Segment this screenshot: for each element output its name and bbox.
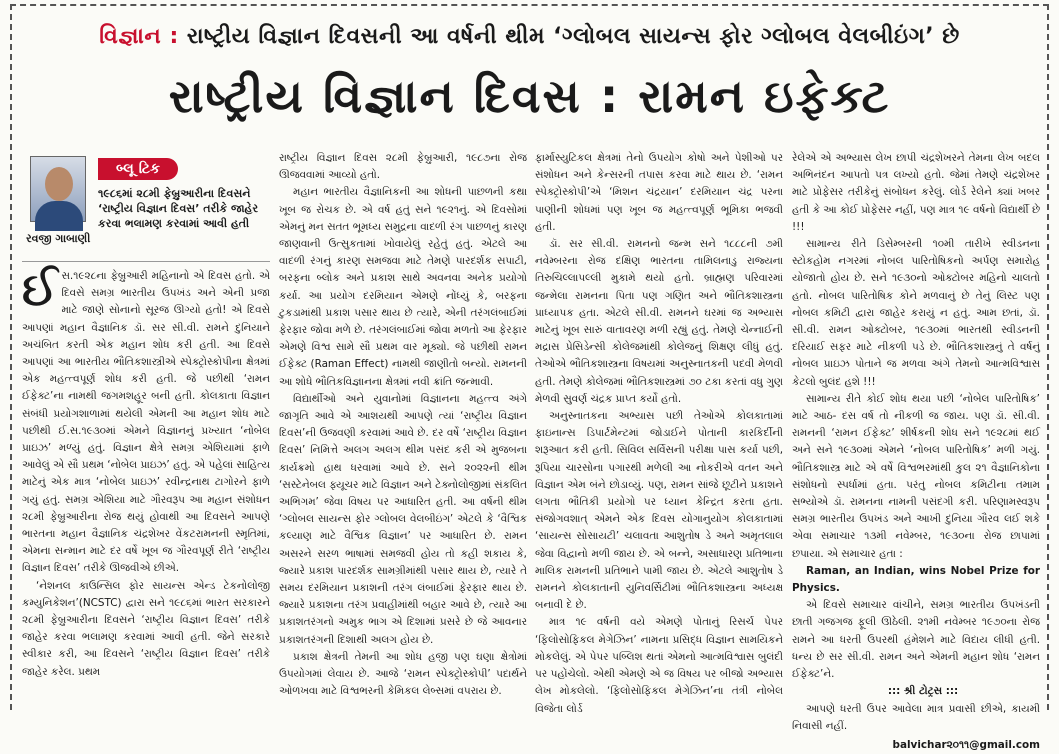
paragraph: માત્ર ૧૯ વર્ષની વયે એમણે પોતાનું રિસર્ચ પેપર ‘ફિલોસોફિકલ મેગેઝિન’ નામના પ્રસિદ્ધ વિજ્ઞાન સામયિકને મોકલેલું. એ પેપર પબ્લિશ થતાં એમનો આત્મવિશ્વાસ બુલંદી પર પહોંચેલો. એથી એમણે એ જ વિષય પર બીજો અભ્યાસ લેખ મોકલેલો. ‘ફિલોસોફિકલ મેગેઝિન’ના તંત્રી નોબેલ વિજેતા લોર્ડ bbox=[535, 616, 783, 715]
paragraph: વિદ્યાર્થીઓ અને યુવાનોમાં વિજ્ઞાનના મહત્ત્વ અંગે જાગૃતિ આવે એ આશયથી આપણે ત્યાં ‘રાષ્ટ્રીય વિજ્ઞાન દિવસ’ની ઉજવણી કરવામાં આવે છે. દર વર્ષે ‘રાષ્ટ્રીય વિજ્ઞાન દિવસ’ નિમિત્તે અલગ અલગ થીમ પસંદ કરી એ મુજબના કાર્યક્રમો હાથ ધરવામાં આવે છે. સને ૨૦૨૨ની થીમ ‘સસ્ટેનેબલ ફ્યૂચર માટે વિજ્ઞાન અને ટેક્નોલોજીમાં સંકલિત અભિગમ’ જેવા વિષય પર આધારિત હતી. આ વર્ષની થીમ ‘ગ્લોબલ સાયન્સ ફોર ગ્લોબલ વેલબીઇંગ’ એટલે કે ‘વૈશ્વિક કલ્યાણ માટે વૈશ્વિક વિજ્ઞાન’ પર આધારિત છે. રામન અસરને સરળ ભાષામાં સમજવી હોય તો કહી શકાય કે, જ્યારે પ્રકાશ પારદર્શક સામગ્રીમાંથી પસાર થાય છે, ત્યારે તે સમય દરમિયાન પ્રકાશની તરંગ લંબાઈમાં ફેરફાર થાય છે. જ્યારે પ્રકાશના તરંગ પ્રવાહીમાંથી બહાર આવે છે, ત્યારે આ પ્રકાશતરંગનો અમુક ભાગ એ દિશામાં પ્રસરે છે જે આવનાર પ્રકાશતરંગની દિશાથી અલગ હોય છે. bbox=[279, 392, 527, 646]
column-blurb: ૧૯૮૬માં ૨૮મી ફેબ્રુઆરીના દિવસને ‘રાષ્ટ્રીય વિજ્ઞાન દિવસ’ તરીકે જાહેર કરવા ભલામણ કરવામાં આવી હતી bbox=[98, 187, 259, 230]
column-2 bbox=[279, 150, 527, 708]
note-title: ::: શ્રી ટોટ્રસ ::: bbox=[887, 685, 959, 698]
paragraph: ડૉ. સર સી.વી. રામનનો જન્મ સને ૧૮૮૮ની ૭મી નવેમ્બરના રોજ દક્ષિણ ભારતના તામિલનાડુ રાજ્યના તિરુચિલ્લાપલ્લી મુકામે થયો હતો. બ્રાહ્મણ પરિવારમાં જન્મેલા રામનના પિતા પણ ગણિત અને ભૌતિકશાસ્ત્રના પ્રાધ્યાપક હતા. એટલે સી.વી. રામનને ઘરમાં જ અભ્યાસ માટેનું ખૂબ સારું વાતાવરણ મળી રહ્યું હતું. તેમણે ચેન્નાઈની મદ્રાસ પ્રેસિડેન્સી કોલેજમાંથી કોલેજનું શિક્ષણ લીધું હતું. તેઓએ ભૌતિકશાસ્ત્રના વિષયમાં અનુસ્નાતકની પદવી મેળવી હતી. તેમણે કોલેજમાં ભૌતિકશાસ્ત્રમાં ૭૦ ટકા કરતાં વધુ ગુણ મેળવી સુવર્ણ ચંદ્રક પ્રાપ્ત કર્યો હતો. bbox=[535, 238, 783, 405]
paragraph: સામાન્ય રીતે કોઈ શોધ થયા પછી ‘નોબેલ પારિતોષિક’ માટે આઠ- દસ વર્ષ તો નીકળી જ જાય. પણ ડૉ. સી.વી. રામનની ‘રામન ઈફેક્ટ’ શીર્ષકની શોધ સને ૧૯૨૮માં થઈ અને સને ૧૯૩૦માં એમને ‘નોબલ પારિતોષિક’ મળી ગયું. ભૌતિકશાસ્ત્ર માટે એ વર્ષે વિશ્વભરમાંથી કુલ ૨૧ વૈજ્ઞાનિકોના સંશોધનો સ્પર્ધામાં હતા. પરંતુ નોબલ કમિટીના તમામ સભ્યોએ ડૉ. રામનના નામની પસંદગી કરી. પરિણામસ્વરૂપ સમગ્ર ભારતીય ઉપખંડ અને આખી દુનિયા ગૌરવ લઈ શકે એવા સમાચાર ૧૩મી નવેમ્બર, ૧૯૩૦ના રોજ છાપામાં છપાયા. એ સમાચાર હતા : bbox=[792, 392, 1040, 560]
column-1 bbox=[22, 150, 270, 708]
kicker-text: રાષ્ટ્રીય વિજ્ઞાન દિવસની આ વર્ષની થીમ ‘ગ્લોબલ સાયન્સ ફોર ગ્લોબલ વેલબીઇંગ’ છે bbox=[186, 24, 960, 49]
headline: રાષ્ટ્રીય વિજ્ઞાન દિવસ : રામન ઇફેક્ટ bbox=[168, 69, 891, 123]
paragraph: ફાર્માસ્યુટિકલ ક્ષેત્રમાં તેનો ઉપયોગ કોષો અને પેશીઓ પર સંશોધન અને કેન્સરની તપાસ કરવા માટે થાય છે. ‘રામન સ્પેક્ટ્રોસ્કોપી’એ ‘મિશન ચંદ્રયાન’ દરમિયાન ચંદ્ર પરના પાણીની શોધમાં પણ ખૂબ જ મહત્ત્વપૂર્ણ ભૂમિકા ભજવી હતી. bbox=[535, 152, 783, 233]
column-header-box bbox=[22, 150, 270, 262]
paragraph: ‘નેશનલ કાઉન્સિલ ફોર સાયન્સ એન્ડ ટેકનોલોજી કમ્યુનિકેશન’(NCSTC) દ્વારા સને ૧૯૮૬માં ભારત સરકારને ૨૮મી ફેબ્રુઆરીના દિવસને ‘રાષ્ટ્રીય વિજ્ઞાન દિવસ’ તરીકે જાહેર કરવા ભલામણ કરવામાં આવી હતી. જેને સરકારે સ્વીકાર કરી, આ દિવસને ‘રાષ્ટ્રીય વિજ્ઞાન દિવસ’ તરીકે જાહેર કરેલ. પ્રથમ bbox=[22, 579, 270, 678]
paragraph: ઈસ.૧૯૨૮ના ફેબ્રુઆરી મહિનાનો એ દિવસ હતો. એ દિવસે સમગ્ર ભારતીય ઉપખંડ અને એની પ્રજા માટે જાણે સોનાનો સૂરજ ઊગ્યો હતો! એ દિવસે આપણાં મહાન વૈજ્ઞાનિક ડૉ. સર સી.વી. રામને દુનિયાને અચંબિત કરતી એક મહાન શોધ કરી હતી. આ દિવસે આપણાં આ ભારતીય ભૌતિકશાસ્ત્રીએ સ્પેક્ટ્રોસ્કોપીના ક્ષેત્રમાં એક મહત્ત્વપૂર્ણ શોધ કરી હતી. જે પછીથી ‘રામન ઈફેક્ટ’ના નામથી જગમશહૂર બની હતી. કોલકાતા વિજ્ઞાન સંબંધી પ્રયોગશાળામાં થયેલી એમની આ મહાન શોધ માટે પછીથી ઈ.સ.૧૯૩૦માં એમને વિજ્ઞાનનું પ્રખ્યાત ‘નોબેલ પ્રાઇઝ’ મળ્યું હતું. વિજ્ઞાન ક્ષેત્રે સમગ્ર એશિયામાં ફાળે આવેલું એ સૌ પ્રથમ ‘નોબેલ પ્રાઇઝ’ હતું. એ પહેલાં સાહિત્ય માટેનું એક માત્ર ‘નોબેલ પ્રાઇઝ’ રવીન્દ્રનાથ ટાગોરને ફાળે ગયું હતું. સમગ્ર એશિયા માટે ગૌરવરૂપ આ મહાન સંશોધન ૨૮મી ફેબ્રુઆરીના રોજ થયું હોવાથી આ દિવસને આપણે ભારતના મહાન વૈજ્ઞાનિક ચંદ્રશેખર વેંકટરામનની સ્મૃતિમાં, એમના સન્માન માટે દર વર્ષે ખૂબ જ ગૌરવપૂર્ણ રીતે ‘રાષ્ટ્રીય વિજ્ઞાન દિવસ’ તરીકે ઊજવીએ છીએ. bbox=[22, 262, 270, 575]
paragraph: અનુસ્નાતકના અભ્યાસ પછી તેઓએ કોલકાતામાં ફાઇનાન્સ ડિપાર્ટમેન્ટમાં જોડાઈને પોતાની કારકિર્દીની શરૂઆત કરી હતી. સિવિલ સર્વિસની પરીક્ષા પાસ કર્યા પછી, રૂપિયા ચારસોના પગારથી મળેલી આ નોકરીએ વતન અને વિજ્ઞાન એમ બંને છોડાવ્યું. પણ, રામન સાંજે છૂટીને પ્રકાશને લગતા ભૌતિકી પ્રયોગો પર ધ્યાન કેન્દ્રિત કરતા હતા. સંજોગવશાત્ એમને એક દિવસ યોગાનુયોગ કોલકાતામાં ‘સાયન્સ સોસાયટી’ ચલાવતા આશુતોષ ડે અને અમૃતલાલ જેવા વિદ્વાનો મળી જાય છે. એ બન્ને, અસાધારણ પ્રતિભાના માલિક રામનની પ્રતિભાને પામી જાય છે. એટલે આશુતોષ ડે રામનને કોલકાતાની યુનિવર્સિટીમાં ભૌતિકશાસ્ત્રના અધ્યક્ષ બનાવી દે છે. bbox=[535, 410, 783, 612]
drop-cap: ઈ bbox=[22, 262, 58, 316]
author-name: રવજી ગાબાણી bbox=[26, 232, 91, 245]
kicker-line bbox=[12, 24, 1047, 49]
paragraph: પ્રકાશ ક્ષેત્રની તેમની આ શોધ હજી પણ ઘણા ક્ષેત્રોમાં ઉપયોગમાં લેવાય છે. આજે ‘રામન સ્પેક્ટ્રોસ્કોપી’ પદાર્થને ઓળખવા માટે વિશ્વભરની કેમિકલ લેબ્સમાં વપરાય છે. bbox=[279, 650, 527, 698]
paragraph: એ દિવસે સમાચાર વાંચીને, સમગ્ર ભારતીય ઉપખંડની છાતી ગજગજ ફૂલી ઊઠેલી. ૨૧મી નવેમ્બર ૧૯૭૦ના રોજ રામને આ ધરતી ઉપરથી હંમેશને માટે વિદાય લીધી હતી. ધન્ય છે સર સી.વી. રામન અને એમની મહાન શોધ ‘રામન ઈફેક્ટ’ને. bbox=[792, 599, 1040, 681]
paragraph: મહાન ભારતીય વૈજ્ઞાનિકની આ શોધની પાછળની કથા ખૂબ જ રોચક છે. એ વર્ષ હતું સને ૧૯૨૧નું. એ દિવસોમાં એમનું મન સતત ભૂમધ્ય સમુદ્રના વાદળી રંગ પાછળનું કારણ જાણવાની ઉત્સુકતામાં ખોવાયેલું રહેતું હતું. એટલે આ વાદળી રંગનું કારણ સમજવા માટે તેમણે પારદર્શક સપાટી, બરફના બ્લોક અને પ્રકાશ સાથે અવનવા અનેક પ્રયોગો કર્યા. આ પ્રયોગ દરમિયાન એમણે નોંધ્યું કે, બરફના ટુકડામાંથી પ્રકાશ પસાર થાય છે ત્યારે, એની તરંગલંબાઈમાં ફેરફાર જોવા મળે છે. તરંગલંબાઈમાં જોવા મળતો આ ફેરફાર એમણે વિશ્વ સામે સૌ પ્રથમ વાર મૂક્યો. જે પછીથી રામન ઈફેક્ટ (Raman Effect) નામથી જાણીતો બન્યો. રામનની આ શોધે ભૌતિકવિજ્ઞાનના ક્ષેત્રમાં નવી ક્રાંતિ જન્માવી. bbox=[279, 186, 527, 388]
column-4 bbox=[792, 150, 1040, 751]
paragraph: રેલેએ એ અભ્યાસ લેખ છાપી ચંદ્રશેખરને તેમના લેખ બદલ અભિનંદન આપતો પત્ર લખ્યો હતો. જેમાં તેમણે ચંદ્રશેખર માટે પ્રોફેસર તરીકેનું સંબોધન કરેલું. લોર્ડ રેલેને ક્યાં ખબર હતી કે આ કોઈ પ્રોફેસર નહીં, પણ માત્ર ૧૯ વર્ષનો વિદ્યાર્થી છે !!! bbox=[792, 152, 1040, 233]
author-photo bbox=[30, 156, 86, 222]
note-text: આપણે ધરતી ઉપર આવેલા માત્ર પ્રવાસી છીએ, કાયમી નિવાસી નહીં. bbox=[792, 702, 1040, 732]
paragraph: સામાન્ય રીતે ડિસેમ્બરની ૧૦મી તારીખે સ્વીડનના સ્ટોકહોમ નગરમાં નોબલ પારિતોષિકનો અર્પણ સમારોહ યોજાતો હોય છે. સને ૧૯૩૦નો ઓક્ટોબર મહિનો ચાલતો હતો. નોબલ પારિતોષિક કોને મળવાનું છે તેનું લિસ્ટ પણ નોબલ કમિટી દ્વારા જાહેર કરાયું ન હતું. આમ છતાં, ડૉ. સી.વી. રામન ઓક્ટોબર, ૧૯૩૦માં ભારતથી સ્વીડનની દરિયાઈ સફર માટે નીકળી પડે છે. ભૌતિકશાસ્ત્રનું તે વર્ષનું નોબલ પ્રાઇઝ પોતાને જ મળવા અંગે તેમનો આત્મવિશ્વાસ કેટલો બુલંદ હશે !!! bbox=[792, 238, 1040, 388]
section-tag: વિજ્ઞાન : bbox=[99, 24, 179, 49]
author-email: balvichar૨૦૧૧@gmail.com bbox=[892, 738, 1040, 751]
paragraph: રાષ્ટ્રીય વિજ્ઞાન દિવસ ૨૮મી ફેબ્રુઆરી, ૧૯૮૭ના રોજ ઊજવવામાં આવ્યો હતો. bbox=[279, 152, 527, 182]
column-name-badge: બ્લૂ ટિક bbox=[98, 158, 178, 180]
article-body bbox=[22, 150, 1040, 751]
english-quote: Raman, an Indian, wins Nobel Prize for Physics. bbox=[792, 564, 1040, 595]
column-3 bbox=[535, 150, 783, 715]
